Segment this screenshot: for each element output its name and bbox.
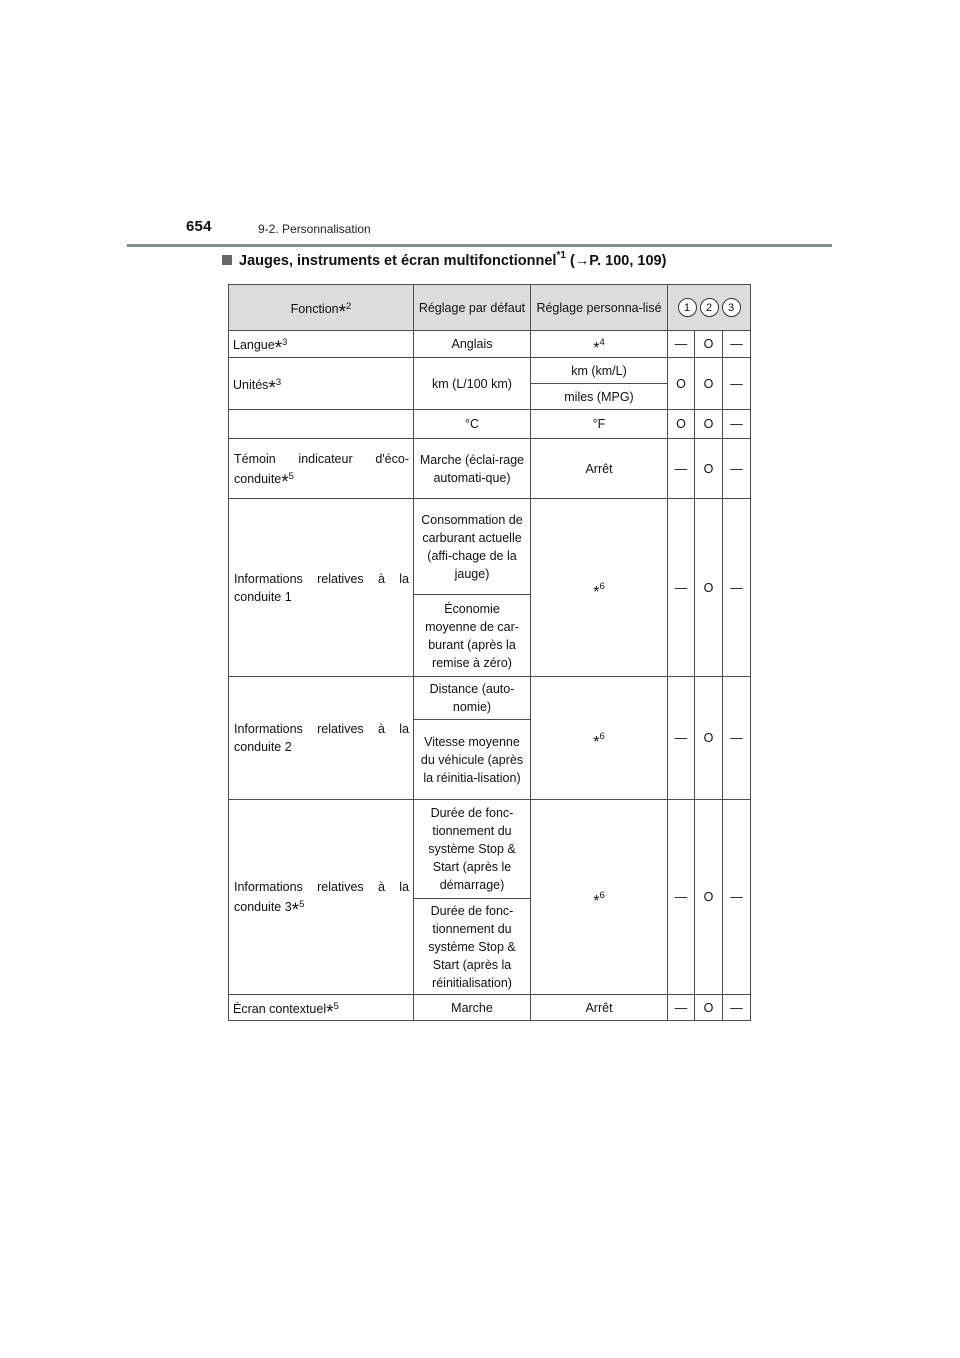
cell-mode-3: — bbox=[723, 800, 751, 995]
cell-mode-1: O bbox=[668, 358, 695, 410]
cell-default: Anglais bbox=[414, 331, 531, 358]
cell-default: Vitesse moyenne du véhicule (après la réinitia-lisation) bbox=[414, 720, 531, 800]
table-row bbox=[229, 410, 751, 439]
cell-default: Consommation de carburant actuelle (affi-chage de la jauge) bbox=[414, 499, 531, 595]
cell-custom: km (km/L) bbox=[531, 358, 668, 384]
cell-mode-3: — bbox=[723, 677, 751, 800]
cell-mode-3: — bbox=[723, 358, 751, 410]
cell-mode-1: — bbox=[668, 331, 695, 358]
cell-mode-1: — bbox=[668, 499, 695, 677]
table-row bbox=[229, 331, 751, 358]
table-row bbox=[229, 358, 751, 384]
cell-default: km (L/100 km) bbox=[414, 358, 531, 410]
cell-custom: *$^6$ bbox=[531, 800, 668, 995]
cell-mode-3: — bbox=[723, 439, 751, 499]
cell-custom: *$^6$ bbox=[531, 499, 668, 677]
cell-custom: Arrêt bbox=[531, 439, 668, 499]
cell-default: Durée de fonc-tionnement du système Stop & Start (après le démarrage) bbox=[414, 800, 531, 899]
cell-custom: Arrêt bbox=[531, 995, 668, 1021]
cell-default: Économie moyenne de car-burant (après la remise à zéro) bbox=[414, 595, 531, 677]
cell-mode-2: O bbox=[695, 410, 723, 439]
table-row bbox=[229, 439, 751, 499]
cell-default: Durée de fonc-tionnement du système Stop & Start (après la réinitialisation) bbox=[414, 899, 531, 995]
row-label-info3: Informations relatives à la conduite 3*$^5$ bbox=[229, 800, 414, 995]
cell-mode-1: O bbox=[668, 410, 695, 439]
cell-custom: miles (MPG) bbox=[531, 384, 668, 410]
col-2-circle-icon: 2 bbox=[700, 298, 719, 317]
col-3-circle-icon: 3 bbox=[722, 298, 741, 317]
row-label-popup: Écran contextuel*$^5$ bbox=[229, 995, 414, 1021]
cell-custom: °F bbox=[531, 410, 668, 439]
page-number: 654 bbox=[186, 218, 212, 235]
col-1-circle-icon: 1 bbox=[678, 298, 697, 317]
cell-custom: *$^4$ bbox=[531, 331, 668, 358]
table-row bbox=[229, 499, 751, 595]
table-header-row bbox=[229, 285, 751, 331]
cell-mode-2: O bbox=[695, 499, 723, 677]
header-function: Fonction*$^2$ bbox=[229, 285, 414, 331]
title-note: *1 bbox=[556, 250, 566, 261]
cell-mode-1: — bbox=[668, 800, 695, 995]
cell-mode-2: O bbox=[695, 331, 723, 358]
cell-mode-1: — bbox=[668, 439, 695, 499]
table-row bbox=[229, 677, 751, 720]
row-label-info1: Informations relatives à la conduite 1 bbox=[229, 499, 414, 677]
cell-mode-2: O bbox=[695, 995, 723, 1021]
cell-default: Marche bbox=[414, 995, 531, 1021]
cell-default: Distance (auto-nomie) bbox=[414, 677, 531, 720]
row-label-info2: Informations relatives à la conduite 2 bbox=[229, 677, 414, 800]
cell-empty bbox=[229, 410, 414, 439]
square-bullet-icon bbox=[222, 255, 232, 265]
cell-mode-2: O bbox=[695, 800, 723, 995]
cell-default: Marche (éclai-rage automati-que) bbox=[414, 439, 531, 499]
table-row bbox=[229, 800, 751, 899]
header-custom: Réglage personna-lisé bbox=[531, 285, 668, 331]
cell-mode-2: O bbox=[695, 358, 723, 410]
cell-mode-1: — bbox=[668, 677, 695, 800]
cell-mode-2: O bbox=[695, 677, 723, 800]
header-default: Réglage par défaut bbox=[414, 285, 531, 331]
cell-mode-1: — bbox=[668, 995, 695, 1021]
header-rule bbox=[127, 244, 832, 247]
cell-mode-3: — bbox=[723, 995, 751, 1021]
title-text: Jauges, instruments et écran multifonctionnel bbox=[239, 253, 557, 269]
row-label-unites: Unités*$^3$ bbox=[229, 358, 414, 410]
table-row bbox=[229, 995, 751, 1021]
cell-mode-3: — bbox=[723, 410, 751, 439]
cell-mode-3: — bbox=[723, 499, 751, 677]
cell-mode-2: O bbox=[695, 439, 723, 499]
settings-table bbox=[228, 284, 751, 1021]
cell-custom: *$^6$ bbox=[531, 677, 668, 800]
header-modes bbox=[668, 285, 751, 331]
cell-mode-3: — bbox=[723, 331, 751, 358]
cell-default: °C bbox=[414, 410, 531, 439]
row-label-langue: Langue*$^3$ bbox=[229, 331, 414, 358]
row-label-eco: Témoin indicateur d'éco-conduite*$^5$ bbox=[229, 439, 414, 499]
section-title bbox=[222, 250, 667, 269]
section-label: 9-2. Personnalisation bbox=[258, 222, 371, 236]
title-reference: (→P. 100, 109) bbox=[569, 253, 667, 269]
